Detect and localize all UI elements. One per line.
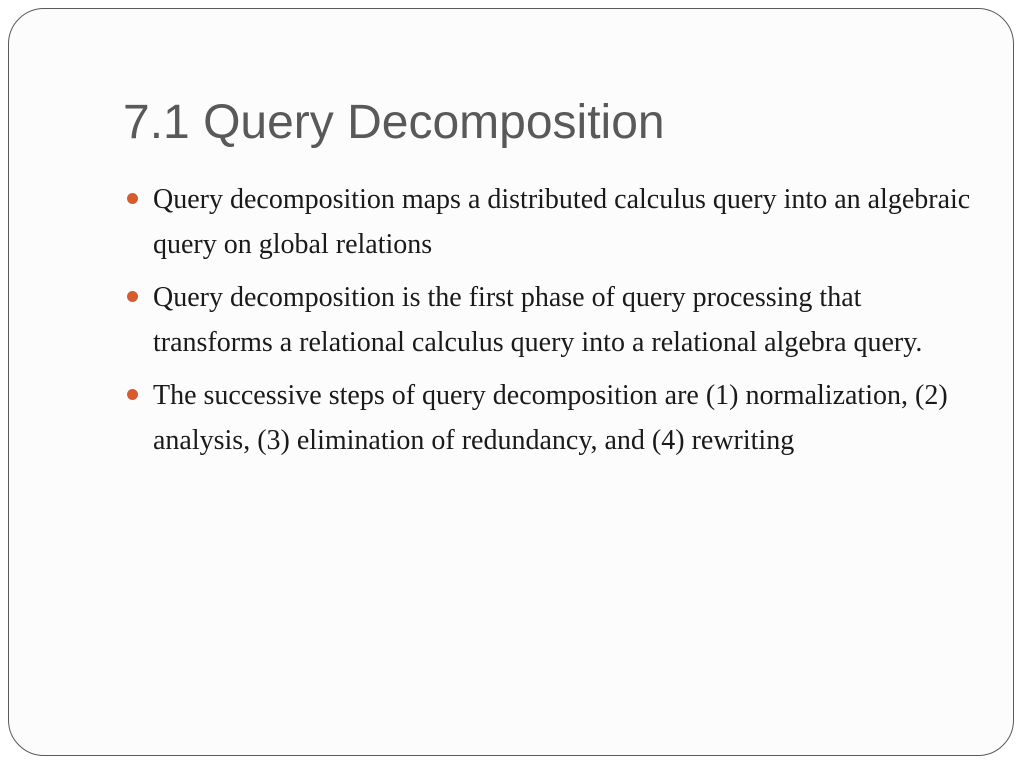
slide-title: 7.1 Query Decomposition — [123, 96, 665, 149]
slide — [8, 8, 1014, 756]
bullet-text: Query decomposition maps a distributed calculus query into an algebraic query on global relations — [153, 184, 971, 260]
bullet-dot-icon — [127, 291, 138, 302]
bullet-dot-icon — [127, 389, 138, 400]
bullet-dot-icon — [127, 193, 138, 204]
list-item — [153, 177, 973, 267]
bullet-text: The successive steps of query decomposition are (1) normalization, (2) analysis, (3) elimination of redundancy, and (4) rewriting — [153, 380, 948, 456]
bullet-text: Query decomposition is the first phase of query processing that transforms a relational calculus query into a relational algebra query. — [153, 282, 923, 358]
list-item — [153, 275, 973, 365]
bullet-list — [153, 177, 973, 471]
list-item — [153, 373, 973, 463]
